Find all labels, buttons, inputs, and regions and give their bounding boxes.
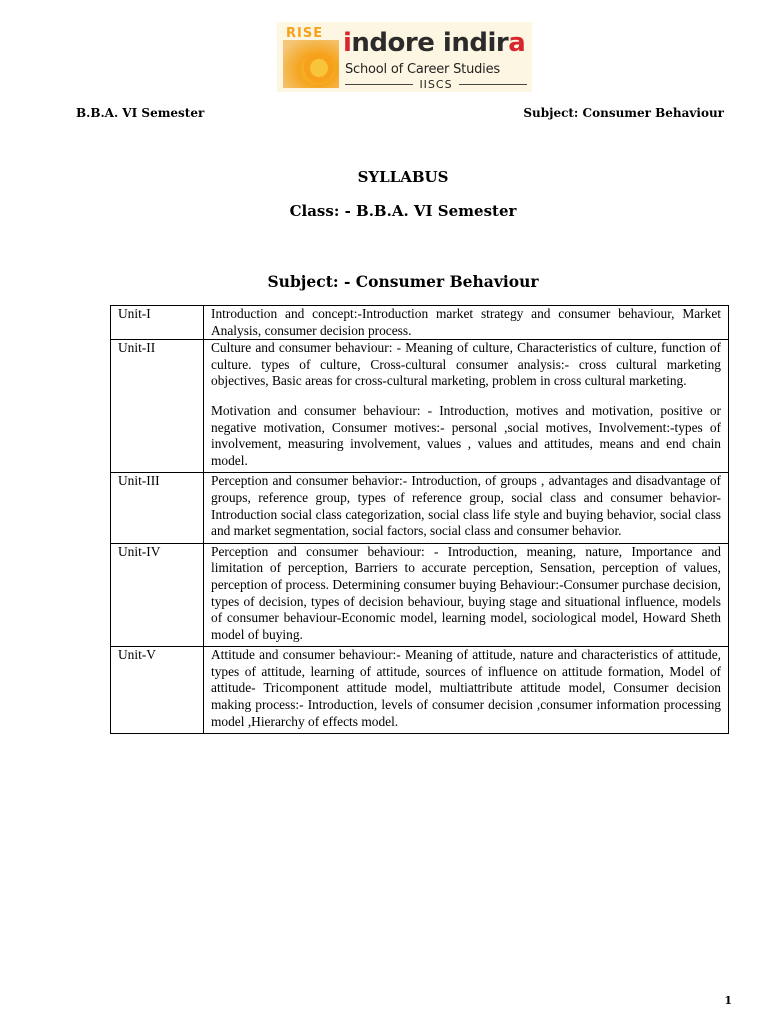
unit-description bbox=[204, 543, 729, 647]
unit-paragraph: Motivation and consumer behaviour: - Introduction, motives and motivation, positive or negative motivation, Consumer motives:- personal ,social motives, Involvement:-types of involvement, measuring involvement, values , values and attitudes, means and end chain model. bbox=[211, 402, 721, 468]
syllabus-table bbox=[110, 305, 729, 734]
page-number: 1 bbox=[724, 994, 732, 1007]
unit-description bbox=[204, 340, 729, 473]
divider bbox=[459, 84, 527, 85]
unit-paragraph: Attitude and consumer behaviour:- Meaning of attitude, nature and characteristics of attitude, types of attitude, learning of attitude, sources of influence on attitude formation, Model of attitude- Tricomponent attitude model, multiattribute attitude model, Consumer decision making process:- Introduction, levels of consumer decision ,consumer information processing model ,Hierarchy of effects model. bbox=[211, 647, 721, 729]
header-subject: Subject: Consumer Behaviour bbox=[523, 106, 724, 120]
unit-paragraph: Introduction and concept:-Introduction market strategy and consumer behaviour, Market Analysis, consumer decision process. bbox=[211, 306, 721, 338]
header-class: B.B.A. VI Semester bbox=[76, 106, 205, 120]
logo-abbreviation-row bbox=[345, 77, 527, 91]
logo-subtitle: School of Career Studies bbox=[345, 62, 500, 77]
unit-label: Unit-III bbox=[111, 473, 204, 543]
unit-paragraph: Perception and consumer behaviour: - Introduction, meaning, nature, Importance and limitation of perception, Barriers to accurate perception, Sensation, perception of values, perception of process. Determining consumer buying Behaviour:-Consumer purchase decision, types of decision, types of decision behaviour, buying stage and situational influence, models of consumer behaviour-Economic model, learning model, sociological model, Howard Sheth model of buying. bbox=[211, 543, 721, 642]
unit-description bbox=[204, 647, 729, 734]
unit-label: Unit-II bbox=[111, 340, 204, 473]
table-row bbox=[111, 340, 729, 473]
unit-label: Unit-I bbox=[111, 306, 204, 340]
institute-logo bbox=[277, 22, 532, 92]
table-row bbox=[111, 543, 729, 647]
unit-label: Unit-IV bbox=[111, 543, 204, 647]
table-row bbox=[111, 647, 729, 734]
syllabus-title: SYLLABUS bbox=[357, 168, 449, 186]
unit-paragraph: Culture and consumer behaviour: - Meaning of culture, Characteristics of culture, function of culture. types of culture, Cross-cultural consumer analysis:- cross cultural marketing objectives, Basic areas for cross-cultural marketing, problem in cross cultural marketing. bbox=[211, 340, 721, 389]
table-row bbox=[111, 306, 729, 340]
divider bbox=[345, 84, 413, 85]
unit-paragraph: Perception and consumer behavior:- Introduction, of groups , advantages and disadvantage of groups, reference group, types of reference group, social class and consumer behavior- Introduction social class categorization, social class life style and buying behavior, social class and market segmentation, social factors, social class and consumer behavior. bbox=[211, 473, 721, 539]
unit-label: Unit-V bbox=[111, 647, 204, 734]
unit-description bbox=[204, 306, 729, 340]
subject-title: Subject: - Consumer Behaviour bbox=[267, 272, 539, 291]
unit-description bbox=[204, 473, 729, 543]
logo-rise-text: RISE bbox=[286, 26, 324, 41]
table-row bbox=[111, 473, 729, 543]
class-title: Class: - B.B.A. VI Semester bbox=[289, 202, 517, 220]
logo-abbreviation: IISCS bbox=[419, 77, 453, 91]
logo-institute-name: indore indira bbox=[343, 28, 526, 58]
